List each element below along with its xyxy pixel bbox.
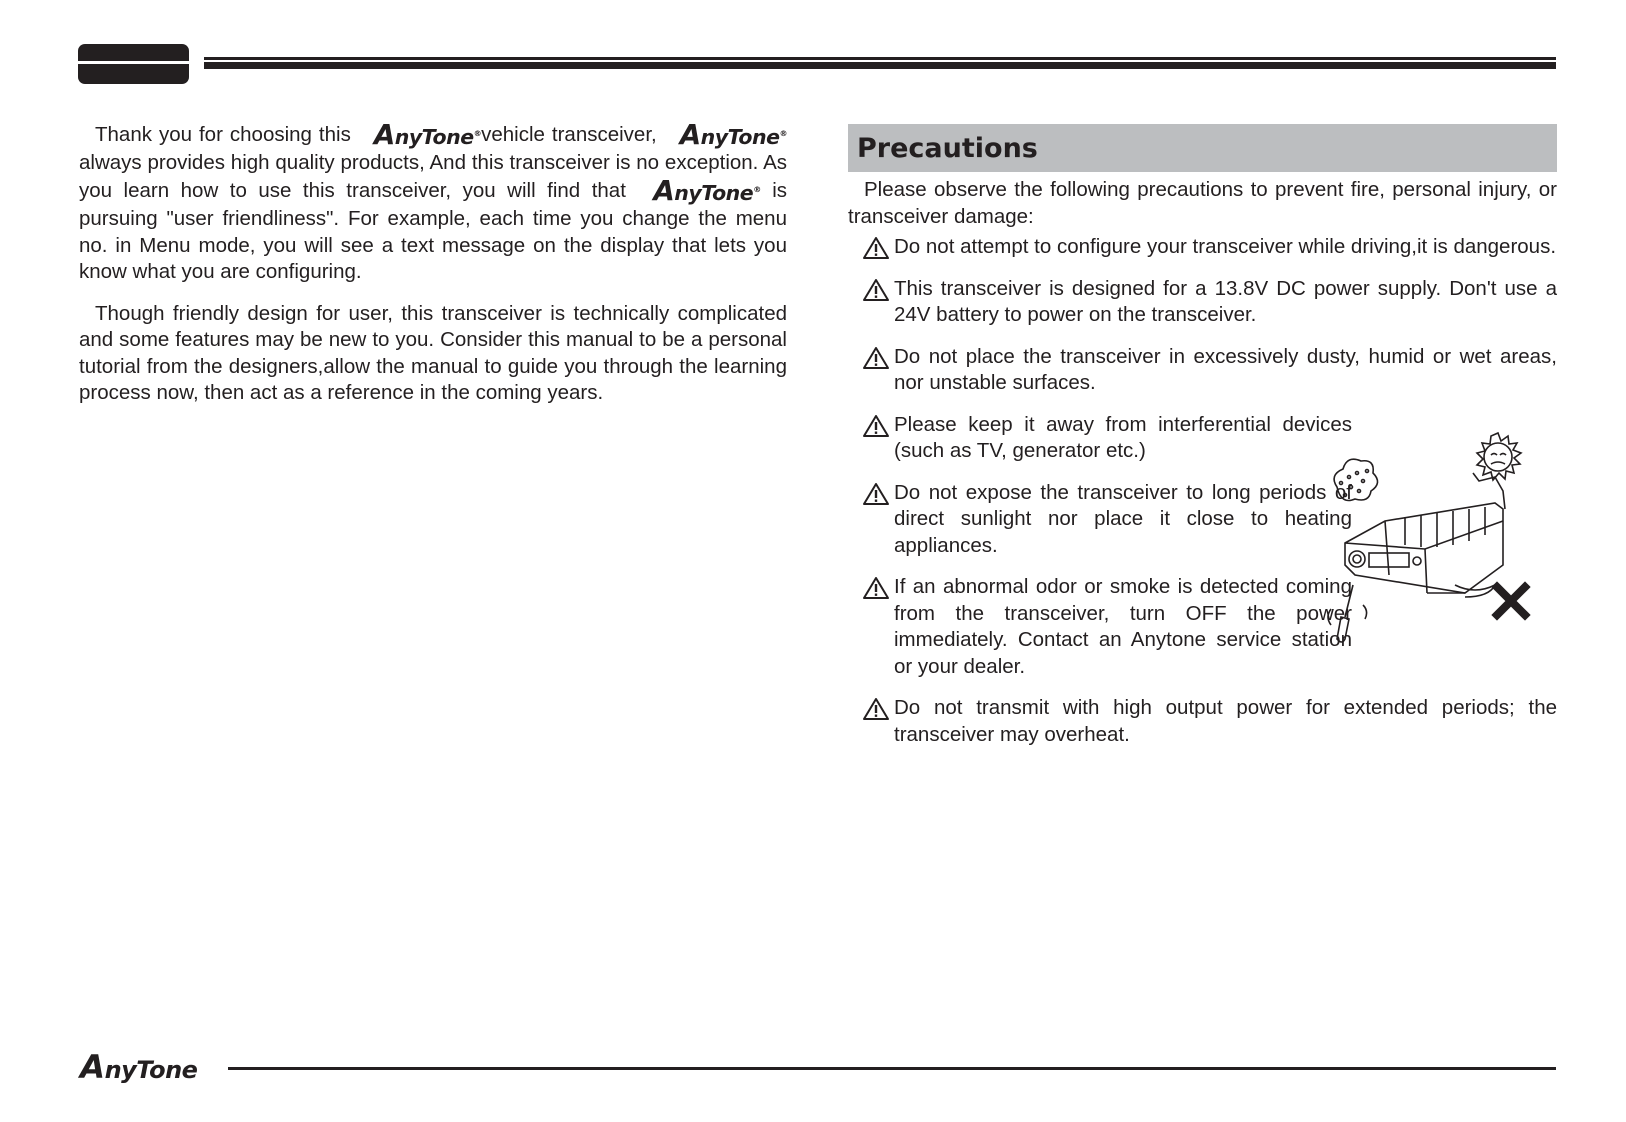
header-tab-block xyxy=(78,44,189,84)
precaution-item: This transceiver is designed for a 13.8V DC power supply. Don't use a 24V battery to power on the transceiver. xyxy=(848,276,1557,329)
footer-rule xyxy=(228,1067,1556,1070)
section-title: Precautions xyxy=(848,124,1557,172)
intro-column xyxy=(79,117,787,422)
precaution-item: Do not expose the transceiver to long periods of direct sunlight nor place it close to heating appliances. xyxy=(848,480,1352,560)
warning-triangle-icon xyxy=(862,236,890,260)
sun-icon xyxy=(1477,433,1521,480)
footer-logo: AnyTone xyxy=(80,1048,198,1086)
precautions-intro: Please observe the following precautions to prevent fire, personal injury, or transceiver damage: xyxy=(848,178,1557,228)
anytone-logo: AnyTone® xyxy=(679,117,787,151)
header-rule xyxy=(204,57,1556,70)
anytone-logo: AnyTone® xyxy=(653,173,761,207)
warning-triangle-icon xyxy=(862,576,890,600)
warning-triangle-icon xyxy=(862,278,890,302)
transceiver-drawing xyxy=(1345,473,1505,597)
precaution-item: Please keep it away from interferential devices (such as TV, generator etc.) xyxy=(848,412,1352,465)
transceiver-hazard-illustration xyxy=(1325,425,1533,665)
anytone-logo: AnyTone® xyxy=(373,117,482,151)
precaution-item: Do not transmit with high output power for extended periods; the transceiver may overheat. xyxy=(848,695,1557,748)
warning-triangle-icon xyxy=(862,414,890,438)
dust-icon xyxy=(1334,459,1377,500)
logo-text: nyTone xyxy=(394,124,474,149)
intro-paragraph-1: Thank you for choosing this AnyTone®vehicle transceiver, AnyTone® always provides high quality products, And this transceiver is no exception. As you learn how to use this transceiver, you will find that AnyTone® is pursuing "user friendliness". For example, each time you change the menu no. in Menu mode, you will see a text message on the display that lets you know what you are configuring. xyxy=(79,117,787,284)
precaution-item: Do not place the transceiver in excessively dusty, humid or wet areas, nor unstable surfaces. xyxy=(848,344,1557,397)
warning-triangle-icon xyxy=(862,697,890,721)
precaution-item: Do not attempt to configure your transceiver while driving,it is dangerous. xyxy=(848,234,1557,261)
intro-paragraph-2: Though friendly design for user, this transceiver is technically complicated and some features may be new to you. Consider this manual to be a personal tutorial from the designers,allow the manual to guide you through the learning process now, then act as a reference in the coming years. xyxy=(79,301,787,405)
screwdriver-icon xyxy=(1328,585,1367,642)
warning-triangle-icon xyxy=(862,482,890,506)
warning-triangle-icon xyxy=(862,346,890,370)
prohibited-x-icon xyxy=(1497,587,1525,615)
precaution-item: If an abnormal odor or smoke is detected coming from the transceiver, turn OFF the power immediately. Contact an Anytone service station or your dealer. xyxy=(848,574,1352,680)
